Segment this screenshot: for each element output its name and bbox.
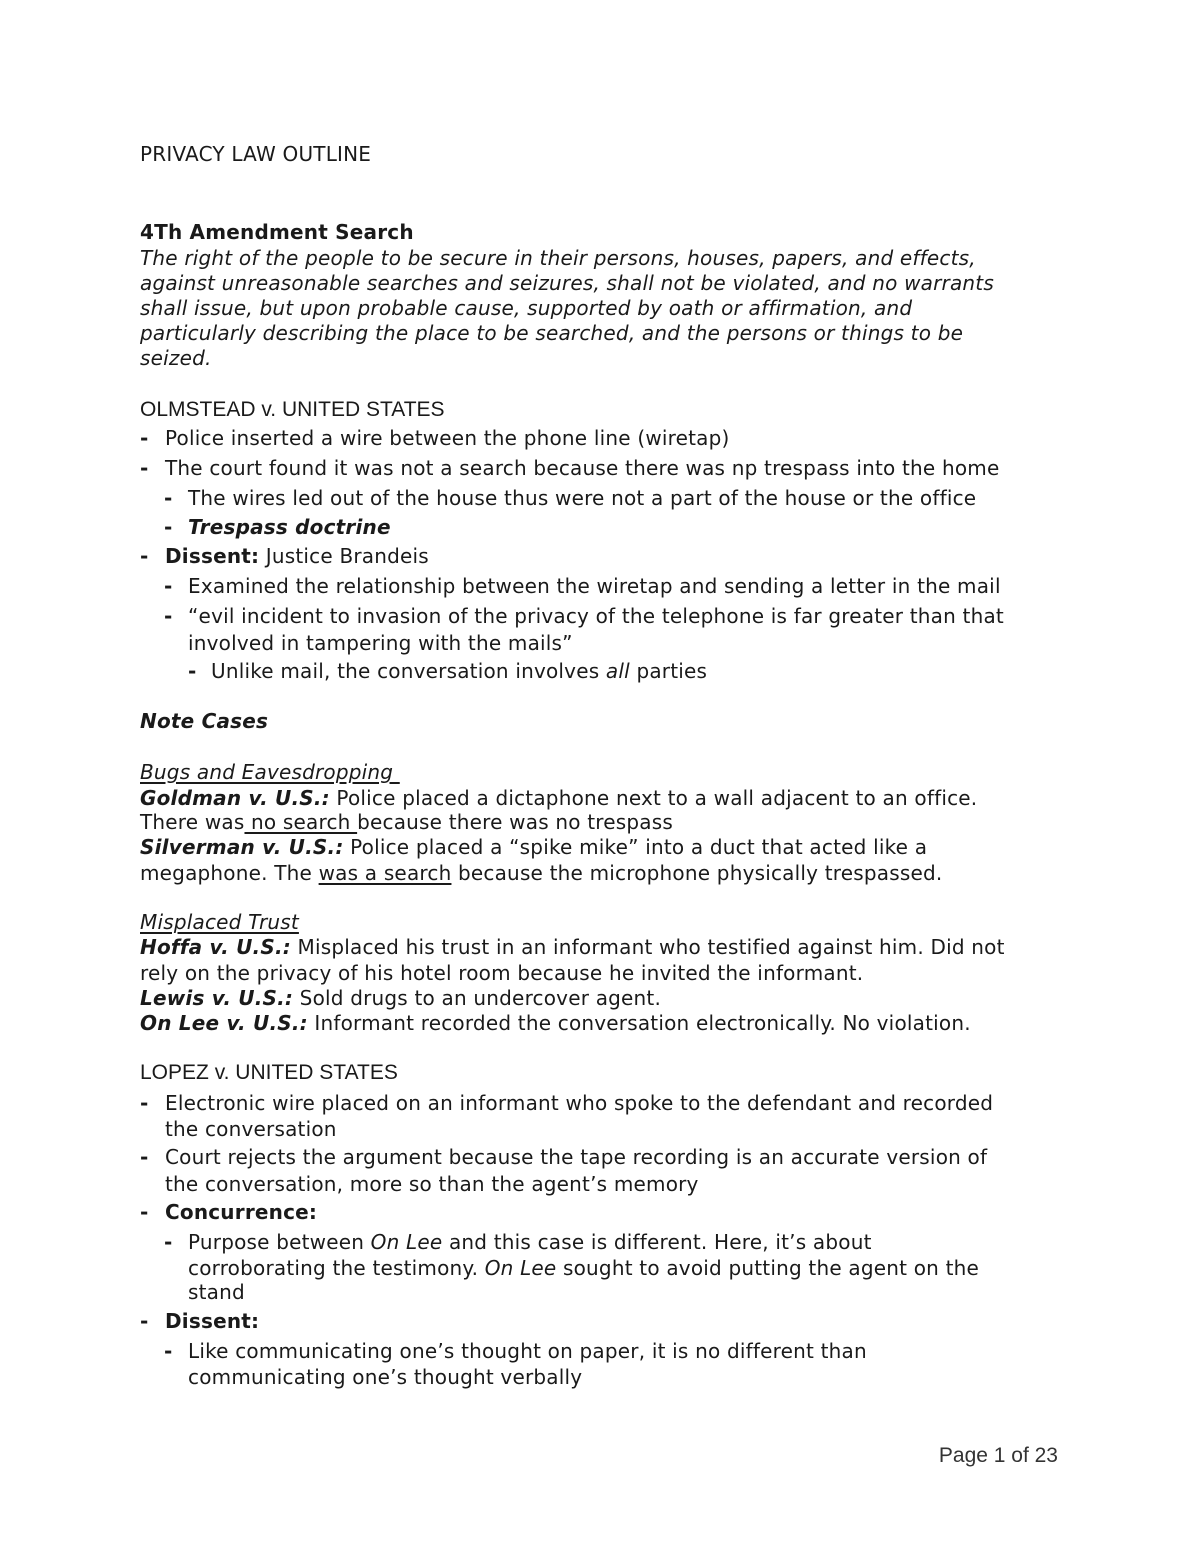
case-line: [140, 835, 927, 860]
case-text: There was: [140, 810, 245, 834]
bullet-dash-icon: -: [140, 1091, 149, 1115]
bullet-text: sought to avoid putting the agent on the: [556, 1256, 980, 1280]
dissent-label: Dissent:: [165, 1309, 260, 1333]
case-name: On Lee v. U.S.:: [140, 1011, 308, 1035]
bullet-dash-icon: -: [164, 515, 173, 539]
bullet-dash-icon: -: [164, 1230, 173, 1254]
case-name: Lewis v. U.S.:: [140, 986, 294, 1010]
case-text: megaphone. The: [140, 861, 319, 885]
subheading-misplaced-trust: Misplaced Trust: [140, 910, 299, 934]
case-text: Police placed a “spike mike” into a duct that acted like a: [343, 835, 928, 859]
bullet-text: Court rejects the argument because the tape recording is an accurate version of: [165, 1145, 988, 1169]
subheading-bugs: Bugs and Eavesdropping: [140, 760, 400, 784]
emphasis-text: On Lee: [370, 1230, 443, 1254]
bullet-text: Purpose between: [188, 1230, 371, 1254]
bullet-dash-icon: -: [164, 486, 173, 510]
bullet-text: “evil incident to invasion of the privacy of the telephone is far greater than that: [188, 604, 1004, 628]
case-name: Hoffa v. U.S.:: [140, 935, 291, 959]
bullet-line: [165, 544, 429, 569]
bullet-text: and this case is different. Here, it’s about: [442, 1230, 872, 1254]
bullet-text: corroborating the testimony.: [188, 1256, 485, 1280]
bullet-text: Justice Brandeis: [259, 544, 429, 568]
case-text: Sold drugs to an undercover agent.: [293, 986, 662, 1010]
bullet-line: [188, 1230, 872, 1255]
bullet-dash-icon: -: [164, 604, 173, 628]
case-text: Police placed a dictaphone next to a wall adjacent to an office.: [329, 786, 978, 810]
case-line: [140, 810, 673, 835]
emphasis-text: all: [605, 659, 630, 683]
bullet-text: involved in tampering with the mails”: [188, 631, 573, 655]
case-text: because the microphone physically trespassed.: [451, 861, 943, 885]
bullet-dash-icon: -: [188, 659, 197, 683]
bullet-dash-icon: -: [164, 1339, 173, 1363]
case-line: [140, 986, 661, 1011]
bullet-text: The court found it was not a search because there was np trespass into the home: [165, 456, 1000, 480]
bullet-text: parties: [629, 659, 708, 683]
bullet-dash-icon: -: [140, 456, 149, 480]
underlined-text: was a search: [318, 861, 452, 885]
concurrence-label: Concurrence:: [165, 1200, 318, 1224]
bullet-dash-icon: -: [140, 1309, 149, 1333]
bullet-text: stand: [188, 1280, 245, 1304]
bullet-dash-icon: -: [140, 544, 149, 568]
case-line: [140, 935, 1005, 960]
bullet-dash-icon: -: [164, 574, 173, 598]
amendment-quote-line: against unreasonable searches and seizures, shall not be violated, and no warrants: [140, 271, 994, 295]
bullet-text: The wires led out of the house thus were not a part of the house or the office: [188, 486, 977, 510]
bullet-text: Electronic wire placed on an informant who spoke to the defendant and recorded: [165, 1091, 994, 1115]
bullet-dash-icon: -: [140, 1200, 149, 1224]
case-text: because there was no trespass: [357, 810, 673, 834]
emphasis-text: On Lee: [484, 1256, 557, 1280]
case-line: [140, 861, 942, 886]
case-name: Silverman v. U.S.:: [140, 835, 344, 859]
document-title: PRIVACY LAW OUTLINE: [140, 142, 372, 166]
case-heading-olmstead: OLMSTEAD v. UNITED STATES: [140, 398, 445, 421]
case-line: [140, 1011, 971, 1036]
bullet-text: Trespass doctrine: [188, 515, 391, 539]
page-number: Page 1 of 23: [938, 1444, 1058, 1467]
bullet-text: communicating one’s thought verbally: [188, 1365, 583, 1389]
case-name: Goldman v. U.S.:: [140, 786, 330, 810]
bullet-text: the conversation: [165, 1117, 337, 1141]
amendment-quote-line: shall issue, but upon probable cause, supported by oath or affirmation, and: [140, 296, 913, 320]
underlined-text: no search: [244, 810, 358, 834]
bullet-text: the conversation, more so than the agent’s memory: [165, 1172, 699, 1196]
bullet-text: Examined the relationship between the wiretap and sending a letter in the mail: [188, 574, 1001, 598]
note-cases-heading: Note Cases: [140, 709, 269, 733]
amendment-quote-line: particularly describing the place to be searched, and the persons or things to be: [140, 321, 964, 345]
case-text: Informant recorded the conversation electronically. No violation.: [307, 1011, 971, 1035]
bullet-text: Police inserted a wire between the phone line (wiretap): [165, 426, 730, 450]
bullet-line: [188, 1256, 979, 1281]
amendment-quote-line: The right of the people to be secure in their persons, houses, papers, and effects,: [140, 246, 976, 270]
bullet-text: Unlike mail, the conversation involves: [211, 659, 606, 683]
bullet-line: [211, 659, 707, 684]
case-text: rely on the privacy of his hotel room because he invited the informant.: [140, 961, 864, 985]
section-heading-amendment: 4Th Amendment Search: [140, 220, 414, 244]
bullet-dash-icon: -: [140, 426, 149, 450]
dissent-label: Dissent:: [165, 544, 260, 568]
case-heading-lopez: LOPEZ v. UNITED STATES: [140, 1061, 398, 1084]
amendment-quote-line: seized.: [140, 346, 212, 370]
bullet-dash-icon: -: [140, 1145, 149, 1169]
case-text: Misplaced his trust in an informant who testified against him. Did not: [290, 935, 1005, 959]
bullet-text: Like communicating one’s thought on paper, it is no different than: [188, 1339, 867, 1363]
case-line: [140, 786, 977, 811]
